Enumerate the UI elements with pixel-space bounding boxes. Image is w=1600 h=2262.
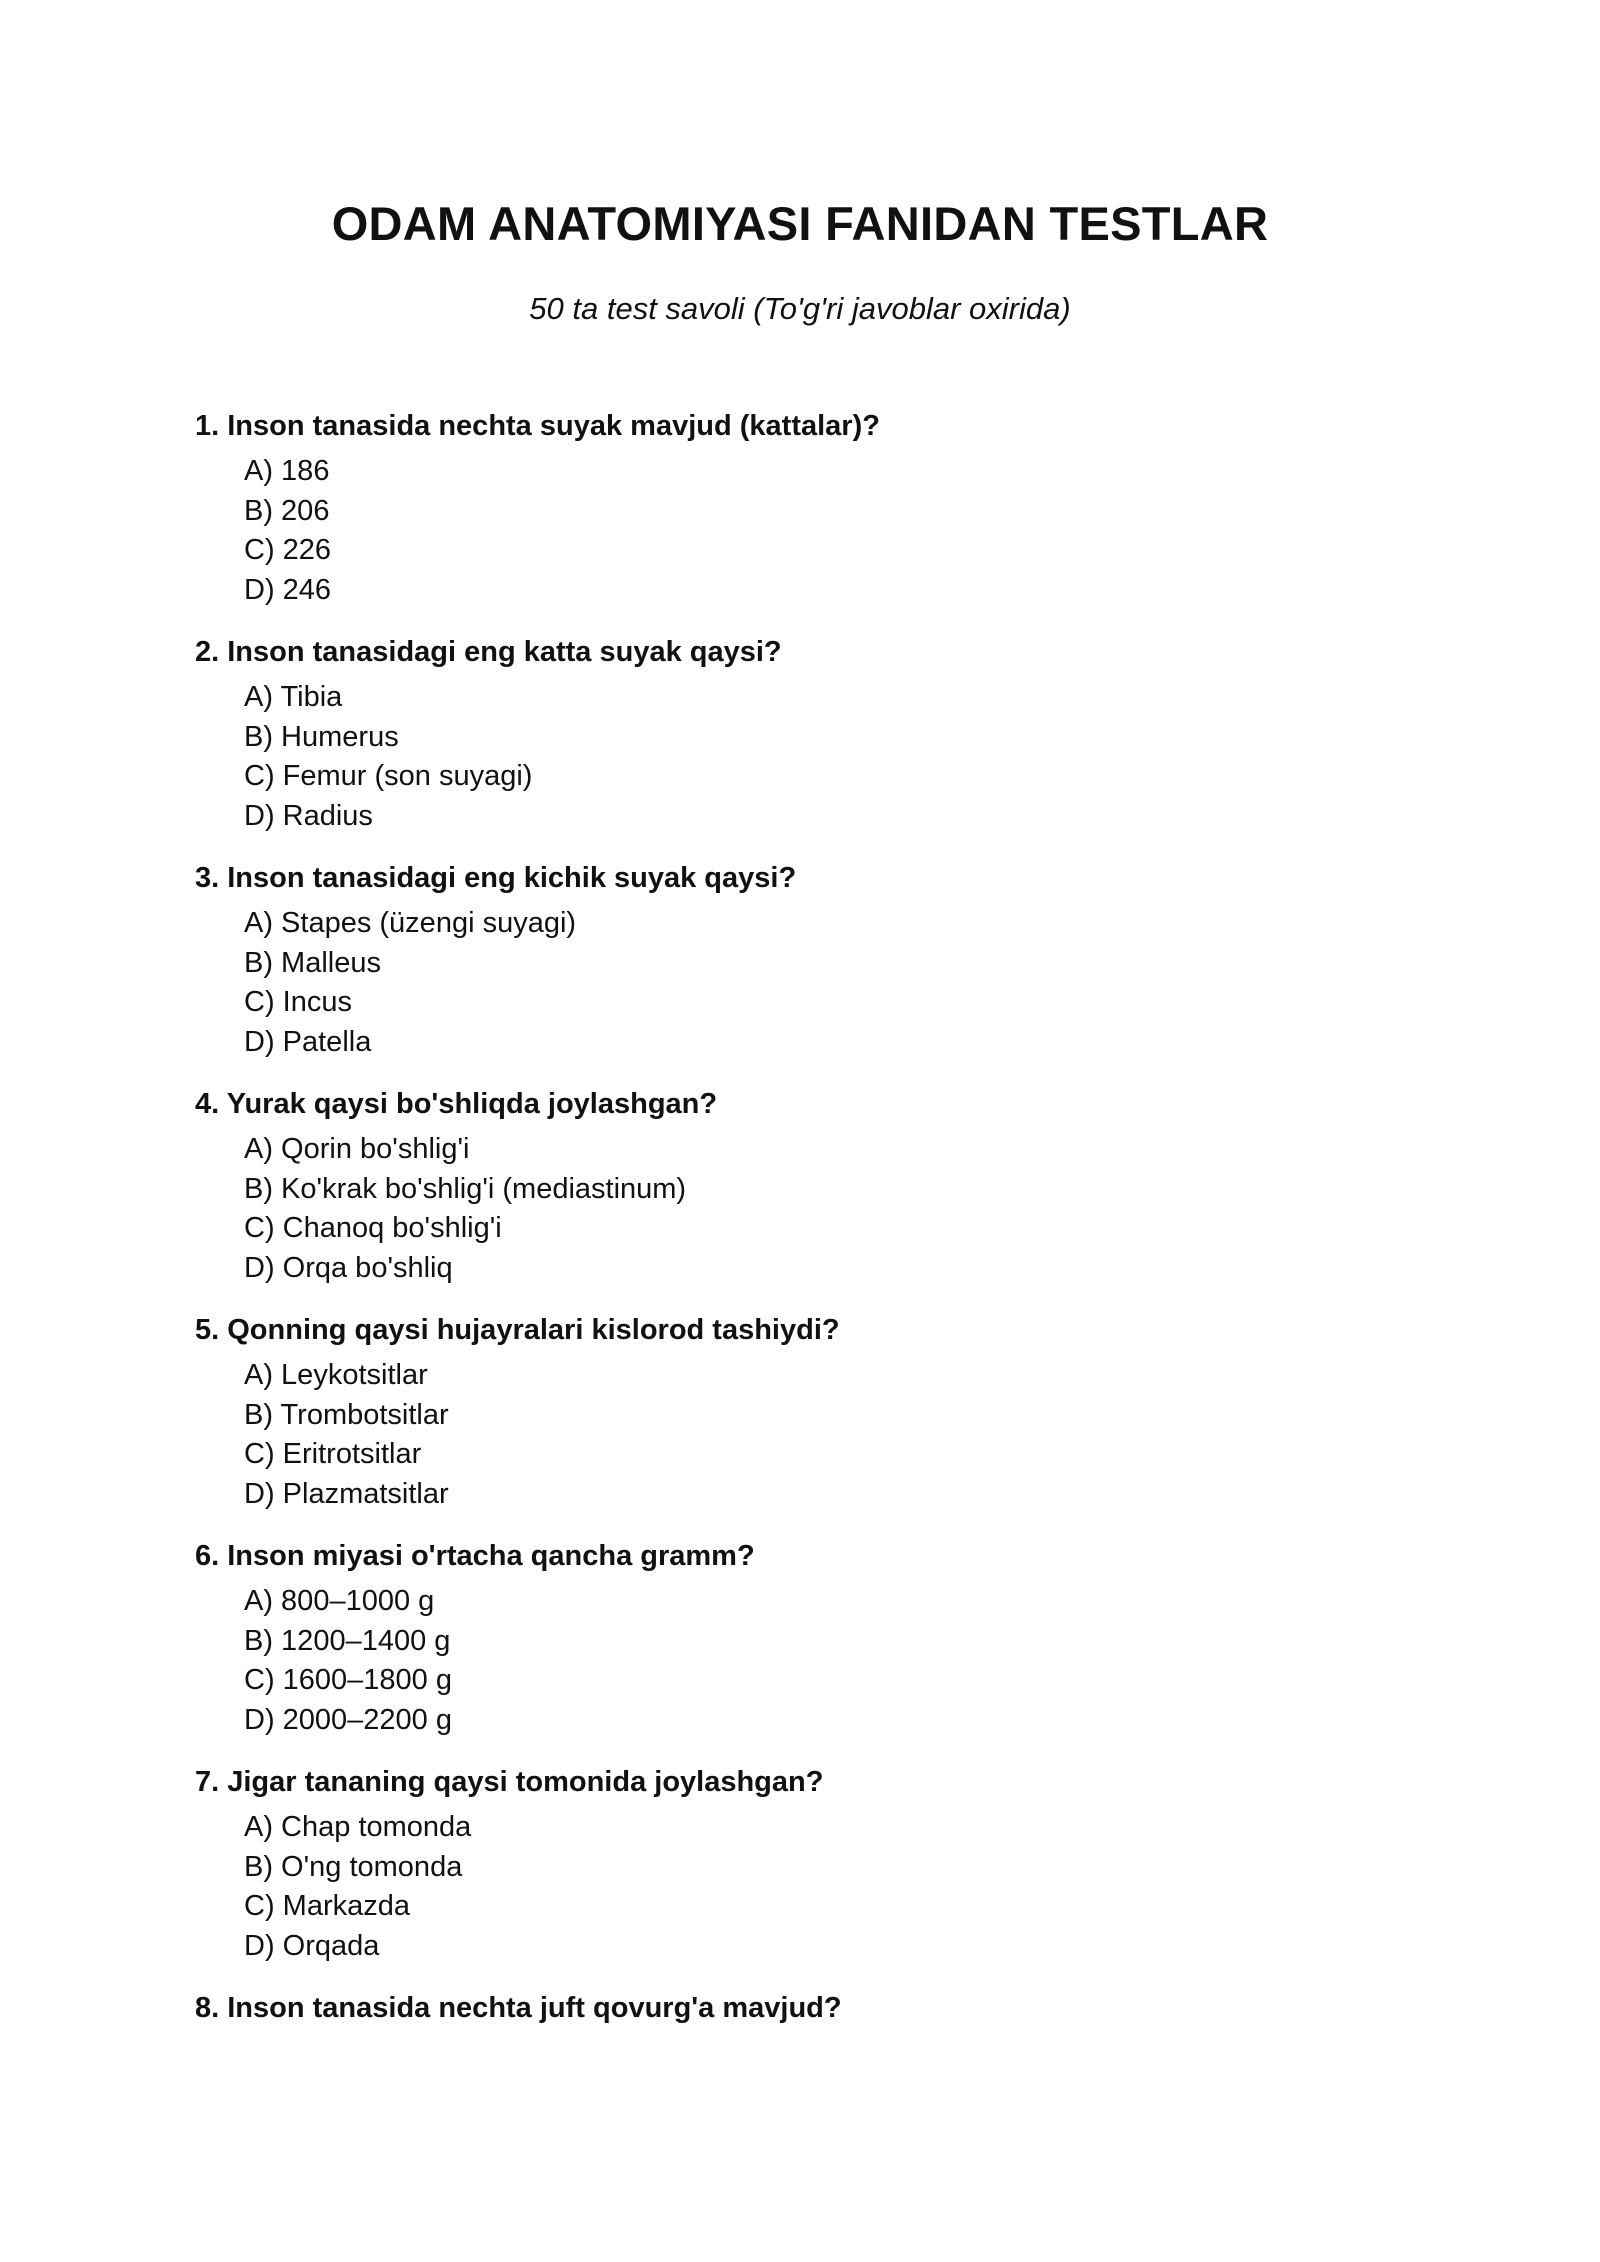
- answer-option: D) 2000–2200 g: [244, 1703, 452, 1736]
- option-list: [195, 1808, 1445, 1966]
- answer-option: B) Humerus: [244, 720, 399, 753]
- question-item-2: [195, 634, 1445, 836]
- option-list: [195, 1582, 1445, 1740]
- answer-option: D) Patella: [244, 1025, 372, 1058]
- question-text: 1. Inson tanasida nechta suyak mavjud (kattalar)?: [195, 410, 880, 442]
- answer-option: A) 186: [244, 455, 330, 487]
- option-list: [195, 1130, 1445, 1288]
- answer-option: C) Chanoq bo'shlig'i: [244, 1212, 502, 1244]
- option-list: [195, 452, 1445, 610]
- answer-option: A) Chap tomonda: [244, 1811, 472, 1843]
- question-text: 5. Qonning qaysi hujayralari kislorod tashiydi?: [195, 1314, 840, 1346]
- answer-option: B) 206: [244, 494, 330, 527]
- question-item-8: [195, 1990, 1445, 2026]
- answer-option: C) 226: [244, 534, 332, 566]
- answer-option: A) Tibia: [244, 681, 343, 713]
- answer-option: B) Malleus: [244, 946, 381, 979]
- question-text: 3. Inson tanasidagi eng kichik suyak qaysi?: [195, 862, 797, 894]
- question-item-5: [195, 1312, 1445, 1514]
- question-text: 4. Yurak qaysi bo'shliqda joylashgan?: [195, 1088, 718, 1120]
- answer-option: C) Femur (son suyagi): [244, 760, 533, 792]
- question-item-4: [195, 1086, 1445, 1288]
- question-text: 8. Inson tanasida nechta juft qovurg'a mavjud?: [195, 1992, 842, 2024]
- answer-option: D) 246: [244, 573, 332, 606]
- answer-option: B) 1200–1400 g: [244, 1624, 451, 1657]
- answer-option: A) Stapes (üzengi suyagi): [244, 907, 577, 939]
- answer-option: C) Eritrotsitlar: [244, 1438, 422, 1470]
- document-title: ODAM ANATOMIYASI FANIDAN TESTLAR: [331, 197, 1269, 250]
- question-list: [195, 408, 1445, 2050]
- question-text: 6. Inson miyasi o'rtacha qancha gramm?: [195, 1540, 755, 1572]
- answer-option: A) 800–1000 g: [244, 1585, 435, 1617]
- answer-option: C) Markazda: [244, 1890, 410, 1922]
- question-text: 2. Inson tanasidagi eng katta suyak qaysi?: [195, 636, 782, 668]
- answer-option: A) Qorin bo'shlig'i: [244, 1133, 470, 1165]
- answer-option: D) Radius: [244, 799, 373, 832]
- answer-option: D) Plazmatsitlar: [244, 1477, 449, 1510]
- document-subtitle: 50 ta test savoli (To'g'ri javoblar oxirida): [529, 291, 1071, 326]
- option-list: [195, 1356, 1445, 1514]
- answer-option: D) Orqada: [244, 1929, 380, 1962]
- answer-option: C) Incus: [244, 986, 352, 1018]
- option-list: [195, 678, 1445, 836]
- option-list: [195, 904, 1445, 1062]
- answer-option: B) Ko'krak bo'shlig'i (mediastinum): [244, 1172, 687, 1205]
- question-text: 7. Jigar tananing qaysi tomonida joylashgan?: [195, 1766, 824, 1798]
- answer-option: C) 1600–1800 g: [244, 1664, 452, 1696]
- answer-option: B) Trombotsitlar: [244, 1398, 449, 1431]
- answer-option: B) O'ng tomonda: [244, 1850, 463, 1883]
- question-item-3: [195, 860, 1445, 1062]
- answer-option: A) Leykotsitlar: [244, 1359, 428, 1391]
- question-item-1: [195, 408, 1445, 610]
- answer-option: D) Orqa bo'shliq: [244, 1251, 453, 1284]
- question-item-7: [195, 1764, 1445, 1966]
- question-item-6: [195, 1538, 1445, 1740]
